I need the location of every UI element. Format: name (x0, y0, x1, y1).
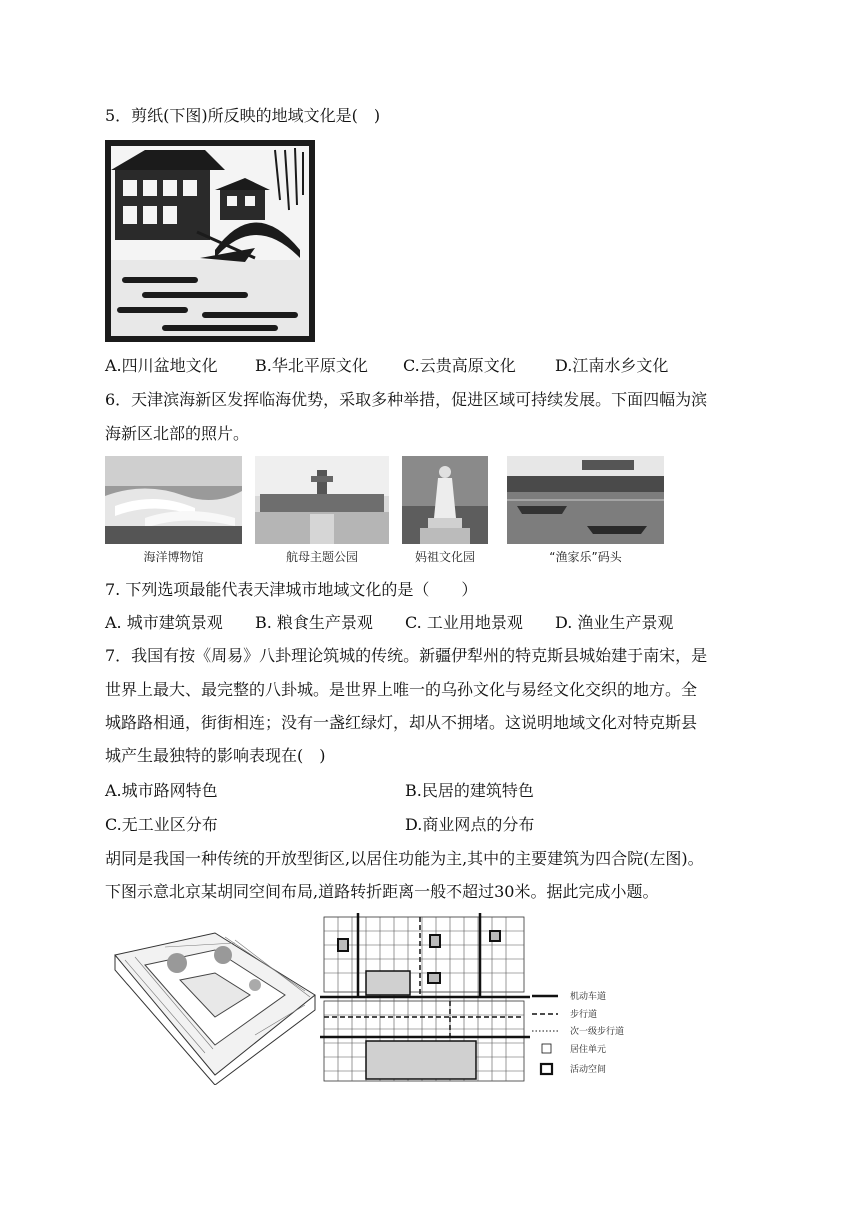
caption-mazu-park: 妈祖文化园 (414, 550, 475, 564)
ocean-museum-photo (105, 456, 242, 544)
q6-stem-line1: 6．天津滨海新区发挥临海优势，采取多种举措，促进区域可持续发展。下面四幅为滨 (105, 390, 708, 409)
fishing-dock-photo (507, 456, 664, 544)
legend-secondary-path: 次一级步行道 (570, 1027, 625, 1037)
q5-option-d: D.江南水乡文化 (555, 356, 669, 375)
hutong-intro-line2: 下图示意北京某胡同空间布局,道路转折距离一般不超过30米。据此完成小题。 (105, 882, 659, 901)
q7a-option-a: A. 城市建筑景观 (105, 613, 223, 632)
caption-carrier-park: 航母主题公园 (285, 550, 358, 564)
q7a-option-c: C. 工业用地景观 (405, 613, 523, 632)
legend-pedestrian-path: 步行道 (570, 1010, 598, 1020)
q7b-option-c: C.无工业区分布 (105, 815, 218, 834)
papercut-image (105, 140, 315, 342)
q5-option-b: B.华北平原文化 (255, 356, 368, 375)
hutong-layout-map (320, 913, 640, 1088)
q7b-stem-line3: 城路路相通，街街相连；没有一盏红绿灯，却从不拥堵。这说明地域文化对特克斯县 (105, 713, 698, 732)
q7a-option-d: D. 渔业生产景观 (555, 613, 674, 632)
q7b-option-a: A.城市路网特色 (105, 781, 218, 800)
q5-option-c: C.云贵高原文化 (403, 356, 516, 375)
hutong-intro-line1: 胡同是我国一种传统的开放型街区,以居住功能为主,其中的主要建筑为四合院(左图)。 (105, 849, 704, 868)
legend-residential-unit: 居住单元 (570, 1045, 607, 1055)
legend-motor-road: 机动车道 (570, 992, 607, 1002)
carrier-park-photo (255, 456, 389, 544)
legend-activity-space: 活动空间 (570, 1065, 607, 1075)
caption-fishing-dock: “渔家乐”码头 (549, 550, 622, 564)
q7b-option-b: B.民居的建筑特色 (405, 781, 534, 800)
q7b-option-d: D.商业网点的分布 (405, 815, 535, 834)
mazu-park-photo (402, 456, 488, 544)
q7b-stem-line4: 城产生最独特的影响表现在( ) (105, 746, 326, 765)
q5-stem: 5．剪纸(下图)所反映的地域文化是( ) (105, 106, 381, 125)
q7a-stem: 7. 下列选项最能代表天津城市地域文化的是（ ） (105, 580, 478, 599)
q7b-stem-line2: 世界上最大、最完整的八卦城。是世界上唯一的乌孙文化与易经文化交织的地方。全 (105, 680, 698, 699)
q7a-option-b: B. 粮食生产景观 (255, 613, 373, 632)
caption-ocean-museum: 海洋博物馆 (143, 550, 204, 564)
q6-stem-line2: 海新区北部的照片。 (105, 424, 250, 443)
siheyuan-illustration (105, 925, 320, 1085)
q5-option-a: A.四川盆地文化 (105, 356, 218, 375)
q7b-stem-line1: 7．我国有按《周易》八卦理论筑城的传统。新疆伊犁州的特克斯县城始建于南宋，是 (105, 646, 708, 665)
